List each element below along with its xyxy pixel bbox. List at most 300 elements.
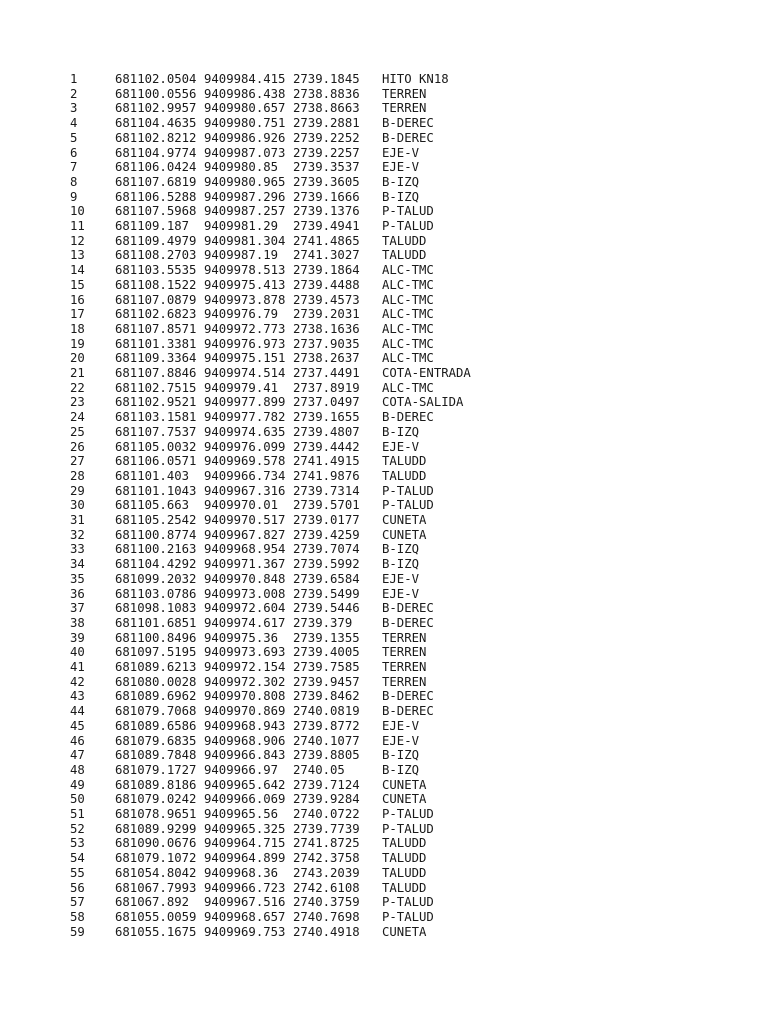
point-number: 59: [70, 924, 85, 939]
point-code: ALC-TMC: [382, 336, 434, 351]
point-number: 17: [70, 307, 85, 322]
table-row: [0, 337, 768, 352]
easting-value: 681089.6586: [115, 718, 197, 733]
easting-value: 681089.9299: [115, 821, 197, 836]
point-number: 58: [70, 909, 85, 924]
table-row: [0, 293, 768, 308]
point-code: TERREN: [382, 674, 427, 689]
elevation-value: 2739.4807: [293, 424, 360, 439]
point-number: 46: [70, 733, 85, 748]
northing-value: 9409970.869: [204, 704, 286, 719]
elevation-value: 2739.1666: [293, 189, 360, 204]
table-row: [0, 116, 768, 131]
table-row: [0, 542, 768, 557]
point-code: P-TALUD: [382, 483, 434, 498]
table-row: [0, 366, 768, 381]
elevation-value: 2739.2031: [293, 307, 360, 322]
point-number: 24: [70, 410, 85, 425]
table-row: [0, 601, 768, 616]
point-number: 44: [70, 704, 85, 719]
point-code: CUNETA: [382, 527, 427, 542]
elevation-value: 2740.0722: [293, 807, 360, 821]
easting-value: 681102.6823: [115, 307, 197, 322]
northing-value: 9409976.79: [204, 307, 279, 322]
northing-value: 9409965.642: [204, 777, 286, 792]
elevation-value: 2740.7698: [293, 909, 360, 924]
point-number: 10: [70, 204, 85, 219]
point-code: EJE-V: [382, 586, 420, 601]
elevation-value: 2742.3758: [293, 851, 360, 866]
easting-value: 681100.8774: [115, 527, 197, 542]
point-number: 33: [70, 542, 85, 557]
northing-value: 9409968.954: [204, 542, 286, 557]
northing-value: 9409970.848: [204, 571, 286, 586]
table-row: [0, 631, 768, 646]
easting-value: 681098.1083: [115, 601, 197, 616]
table-row: [0, 792, 768, 807]
table-row: [0, 910, 768, 925]
northing-value: 9409978.513: [204, 263, 286, 278]
northing-value: 9409975.413: [204, 277, 286, 292]
easting-value: 681079.0242: [115, 792, 197, 807]
easting-value: 681107.5968: [115, 204, 197, 219]
point-number: 30: [70, 498, 85, 513]
elevation-value: 2737.8919: [293, 380, 360, 395]
point-code: B-DEREC: [382, 689, 434, 704]
table-row: [0, 675, 768, 690]
table-row: [0, 87, 768, 102]
point-code: TERREN: [382, 660, 427, 674]
point-code: EJE-V: [382, 145, 420, 160]
table-row: [0, 469, 768, 484]
easting-value: 681101.403: [115, 468, 190, 483]
easting-value: 681102.8212: [115, 130, 197, 145]
table-row: [0, 146, 768, 161]
point-code: TERREN: [382, 645, 427, 660]
northing-value: 9409980.85: [204, 160, 279, 175]
elevation-value: 2739.5499: [293, 586, 360, 601]
point-number: 31: [70, 513, 85, 527]
elevation-value: 2739.5701: [293, 498, 360, 513]
northing-value: 9409968.906: [204, 733, 286, 748]
point-number: 29: [70, 483, 85, 498]
point-code: B-IZQ: [382, 542, 420, 557]
northing-value: 9409980.751: [204, 116, 286, 131]
point-number: 25: [70, 424, 85, 439]
table-row: [0, 851, 768, 866]
table-row: [0, 395, 768, 410]
point-number: 22: [70, 380, 85, 395]
point-code: CUNETA: [382, 924, 427, 939]
table-row: [0, 645, 768, 660]
table-row: [0, 895, 768, 910]
point-number: 57: [70, 895, 85, 910]
northing-value: 9409976.099: [204, 439, 286, 454]
easting-value: 681101.3381: [115, 336, 197, 351]
easting-value: 681102.9521: [115, 395, 197, 410]
northing-value: 9409968.657: [204, 909, 286, 924]
point-code: P-TALUD: [382, 219, 434, 233]
northing-value: 9409973.693: [204, 645, 286, 660]
northing-value: 9409969.578: [204, 454, 286, 469]
easting-value: 681080.0028: [115, 674, 197, 689]
easting-value: 681107.0879: [115, 292, 197, 307]
point-code: HITO KN18: [382, 72, 449, 86]
point-code: TERREN: [382, 86, 427, 101]
elevation-value: 2740.4918: [293, 924, 360, 939]
point-number: 14: [70, 263, 85, 278]
point-number: 3: [70, 101, 78, 116]
northing-value: 9409972.302: [204, 674, 286, 689]
easting-value: 681079.1072: [115, 851, 197, 866]
northing-value: 9409975.36: [204, 630, 279, 645]
easting-value: 681089.6962: [115, 689, 197, 704]
point-number: 45: [70, 718, 85, 733]
table-row: [0, 204, 768, 219]
elevation-value: 2739.7739: [293, 821, 360, 836]
table-row: [0, 689, 768, 704]
point-code: B-DEREC: [382, 410, 434, 425]
elevation-value: 2738.1636: [293, 321, 360, 336]
point-code: TALUDD: [382, 248, 427, 263]
table-row: [0, 807, 768, 822]
point-number: 5: [70, 130, 78, 145]
table-row: [0, 734, 768, 749]
northing-value: 9409986.926: [204, 130, 286, 145]
northing-value: 9409974.514: [204, 366, 286, 380]
point-code: EJE-V: [382, 571, 420, 586]
easting-value: 681102.9957: [115, 101, 197, 116]
point-code: TALUDD: [382, 851, 427, 866]
easting-value: 681090.0676: [115, 836, 197, 851]
point-code: COTA-SALIDA: [382, 395, 464, 410]
point-code: ALC-TMC: [382, 321, 434, 336]
northing-value: 9409979.41: [204, 380, 279, 395]
point-code: B-IZQ: [382, 557, 420, 572]
table-row: [0, 748, 768, 763]
elevation-value: 2739.6584: [293, 571, 360, 586]
elevation-value: 2740.0819: [293, 704, 360, 719]
northing-value: 9409967.827: [204, 527, 286, 542]
table-row: [0, 72, 768, 87]
elevation-value: 2739.1355: [293, 630, 360, 645]
point-code: B-IZQ: [382, 748, 420, 763]
point-code: ALC-TMC: [382, 351, 434, 366]
elevation-value: 2739.4941: [293, 219, 360, 233]
northing-value: 9409973.008: [204, 586, 286, 601]
easting-value: 681107.8571: [115, 321, 197, 336]
elevation-value: 2739.8805: [293, 748, 360, 763]
table-row: [0, 557, 768, 572]
elevation-value: 2739.2257: [293, 145, 360, 160]
easting-value: 681105.0032: [115, 439, 197, 454]
point-code: CUNETA: [382, 792, 427, 807]
point-code: EJE-V: [382, 439, 420, 454]
elevation-value: 2739.5446: [293, 601, 360, 616]
easting-value: 681107.6819: [115, 174, 197, 189]
point-number: 39: [70, 630, 85, 645]
point-number: 19: [70, 336, 85, 351]
point-code: ALC-TMC: [382, 263, 434, 278]
table-row: [0, 822, 768, 837]
northing-value: 9409970.808: [204, 689, 286, 704]
elevation-value: 2737.0497: [293, 395, 360, 410]
easting-value: 681107.8846: [115, 366, 197, 380]
point-number: 53: [70, 836, 85, 851]
point-code: TALUDD: [382, 468, 427, 483]
point-number: 52: [70, 821, 85, 836]
point-code: B-DEREC: [382, 615, 434, 630]
point-number: 23: [70, 395, 85, 410]
northing-value: 9409977.782: [204, 410, 286, 425]
easting-value: 681101.6851: [115, 615, 197, 630]
northing-value: 9409972.604: [204, 601, 286, 616]
point-code: CUNETA: [382, 777, 427, 792]
point-number: 48: [70, 762, 85, 777]
northing-value: 9409966.734: [204, 468, 286, 483]
table-row: [0, 425, 768, 440]
point-number: 12: [70, 233, 85, 248]
point-number: 16: [70, 292, 85, 307]
elevation-value: 2741.9876: [293, 468, 360, 483]
point-code: B-DEREC: [382, 116, 434, 131]
point-number: 40: [70, 645, 85, 660]
elevation-value: 2739.5992: [293, 557, 360, 572]
northing-value: 9409981.304: [204, 233, 286, 248]
easting-value: 681079.1727: [115, 762, 197, 777]
point-number: 50: [70, 792, 85, 807]
easting-value: 681106.5288: [115, 189, 197, 204]
northing-value: 9409964.715: [204, 836, 286, 851]
point-code: P-TALUD: [382, 807, 434, 821]
elevation-value: 2739.9284: [293, 792, 360, 807]
easting-value: 681109.187: [115, 219, 190, 233]
northing-value: 9409966.97: [204, 762, 279, 777]
elevation-value: 2739.7314: [293, 483, 360, 498]
easting-value: 681055.0059: [115, 909, 197, 924]
table-row: [0, 234, 768, 249]
table-row: [0, 587, 768, 602]
point-number: 56: [70, 880, 85, 895]
northing-value: 9409980.657: [204, 101, 286, 116]
elevation-value: 2739.4488: [293, 277, 360, 292]
table-row: [0, 719, 768, 734]
easting-value: 681106.0571: [115, 454, 197, 469]
table-row: [0, 175, 768, 190]
elevation-value: 2741.4915: [293, 454, 360, 469]
point-code: B-DEREC: [382, 130, 434, 145]
northing-value: 9409974.617: [204, 615, 286, 630]
easting-value: 681079.7068: [115, 704, 197, 719]
easting-value: 681102.0504: [115, 72, 197, 86]
table-row: [0, 322, 768, 337]
northing-value: 9409974.635: [204, 424, 286, 439]
easting-value: 681104.9774: [115, 145, 197, 160]
northing-value: 9409976.973: [204, 336, 286, 351]
easting-value: 681089.7848: [115, 748, 197, 763]
northing-value: 9409987.073: [204, 145, 286, 160]
easting-value: 681109.3364: [115, 351, 197, 366]
elevation-value: 2737.4491: [293, 366, 360, 380]
easting-value: 681078.9651: [115, 807, 197, 821]
easting-value: 681100.8496: [115, 630, 197, 645]
easting-value: 681108.1522: [115, 277, 197, 292]
easting-value: 681079.6835: [115, 733, 197, 748]
northing-value: 9409977.899: [204, 395, 286, 410]
easting-value: 681100.2163: [115, 542, 197, 557]
point-number: 35: [70, 571, 85, 586]
easting-value: 681097.5195: [115, 645, 197, 660]
easting-value: 681105.663: [115, 498, 190, 513]
point-number: 7: [70, 160, 78, 175]
northing-value: 9409966.069: [204, 792, 286, 807]
point-number: 55: [70, 865, 85, 880]
elevation-value: 2739.0177: [293, 513, 360, 527]
northing-value: 9409987.257: [204, 204, 286, 219]
northing-value: 9409968.943: [204, 718, 286, 733]
table-row: [0, 263, 768, 278]
northing-value: 9409971.367: [204, 557, 286, 572]
table-row: [0, 410, 768, 425]
point-code: B-DEREC: [382, 704, 434, 719]
table-row: [0, 572, 768, 587]
point-code: CUNETA: [382, 513, 427, 527]
point-number: 43: [70, 689, 85, 704]
table-row: [0, 351, 768, 366]
northing-value: 9409973.878: [204, 292, 286, 307]
table-row: [0, 278, 768, 293]
point-code: P-TALUD: [382, 498, 434, 513]
easting-value: 681067.892: [115, 895, 190, 910]
northing-value: 9409966.723: [204, 880, 286, 895]
table-row: [0, 616, 768, 631]
easting-value: 681103.1581: [115, 410, 197, 425]
easting-value: 681089.8186: [115, 777, 197, 792]
elevation-value: 2738.2637: [293, 351, 360, 366]
table-row: [0, 190, 768, 205]
point-code: B-IZQ: [382, 762, 420, 777]
northing-value: 9409969.753: [204, 924, 286, 939]
table-row: [0, 704, 768, 719]
easting-value: 681105.2542: [115, 513, 197, 527]
point-code: EJE-V: [382, 718, 420, 733]
northing-value: 9409987.296: [204, 189, 286, 204]
elevation-value: 2739.4005: [293, 645, 360, 660]
elevation-value: 2741.8725: [293, 836, 360, 851]
table-row: [0, 484, 768, 499]
northing-value: 9409966.843: [204, 748, 286, 763]
point-number: 36: [70, 586, 85, 601]
point-number: 34: [70, 557, 85, 572]
point-code: ALC-TMC: [382, 380, 434, 395]
point-number: 18: [70, 321, 85, 336]
point-number: 51: [70, 807, 85, 821]
table-row: [0, 381, 768, 396]
point-code: COTA-ENTRADA: [382, 366, 471, 380]
northing-value: 9409986.438: [204, 86, 286, 101]
easting-value: 681108.2703: [115, 248, 197, 263]
point-number: 47: [70, 748, 85, 763]
point-number: 42: [70, 674, 85, 689]
elevation-value: 2739.3537: [293, 160, 360, 175]
elevation-value: 2739.8462: [293, 689, 360, 704]
point-code: B-IZQ: [382, 174, 420, 189]
elevation-value: 2739.2252: [293, 130, 360, 145]
point-number: 27: [70, 454, 85, 469]
point-code: B-DEREC: [382, 601, 434, 616]
elevation-value: 2740.1077: [293, 733, 360, 748]
point-number: 26: [70, 439, 85, 454]
point-code: TALUDD: [382, 454, 427, 469]
elevation-value: 2741.4865: [293, 233, 360, 248]
point-number: 1: [70, 72, 78, 86]
point-code: P-TALUD: [382, 909, 434, 924]
elevation-value: 2739.2881: [293, 116, 360, 131]
point-number: 37: [70, 601, 85, 616]
table-row: [0, 881, 768, 896]
point-code: EJE-V: [382, 160, 420, 175]
point-code: B-IZQ: [382, 189, 420, 204]
point-code: TALUDD: [382, 880, 427, 895]
easting-value: 681102.7515: [115, 380, 197, 395]
elevation-value: 2740.05: [293, 762, 345, 777]
elevation-value: 2739.379: [293, 615, 353, 630]
point-number: 21: [70, 366, 85, 380]
table-row: [0, 219, 768, 234]
point-number: 15: [70, 277, 85, 292]
northing-value: 9409965.325: [204, 821, 286, 836]
point-number: 41: [70, 660, 85, 674]
point-code: EJE-V: [382, 733, 420, 748]
easting-value: 681055.1675: [115, 924, 197, 939]
northing-value: 9409972.154: [204, 660, 286, 674]
northing-value: 9409975.151: [204, 351, 286, 366]
point-number: 2: [70, 86, 78, 101]
easting-value: 681103.0786: [115, 586, 197, 601]
point-code: ALC-TMC: [382, 307, 434, 322]
elevation-value: 2739.7124: [293, 777, 360, 792]
point-code: TERREN: [382, 630, 427, 645]
easting-value: 681109.4979: [115, 233, 197, 248]
table-row: [0, 498, 768, 513]
elevation-value: 2739.8772: [293, 718, 360, 733]
elevation-value: 2742.6108: [293, 880, 360, 895]
easting-value: 681103.5535: [115, 263, 197, 278]
point-number: 28: [70, 468, 85, 483]
northing-value: 9409964.899: [204, 851, 286, 866]
northing-value: 9409967.316: [204, 483, 286, 498]
easting-value: 681101.1043: [115, 483, 197, 498]
point-number: 54: [70, 851, 85, 866]
elevation-value: 2739.4442: [293, 439, 360, 454]
easting-value: 681089.6213: [115, 660, 197, 674]
table-row: [0, 836, 768, 851]
northing-value: 9409981.29: [204, 219, 279, 233]
northing-value: 9409968.36: [204, 865, 279, 880]
point-code: B-IZQ: [382, 424, 420, 439]
elevation-value: 2739.1864: [293, 263, 360, 278]
easting-value: 681106.0424: [115, 160, 197, 175]
easting-value: 681107.7537: [115, 424, 197, 439]
table-row: [0, 307, 768, 322]
point-number: 32: [70, 527, 85, 542]
point-number: 20: [70, 351, 85, 366]
easting-value: 681067.7993: [115, 880, 197, 895]
point-code: ALC-TMC: [382, 277, 434, 292]
easting-value: 681054.8042: [115, 865, 197, 880]
point-code: P-TALUD: [382, 204, 434, 219]
point-code: TALUDD: [382, 865, 427, 880]
